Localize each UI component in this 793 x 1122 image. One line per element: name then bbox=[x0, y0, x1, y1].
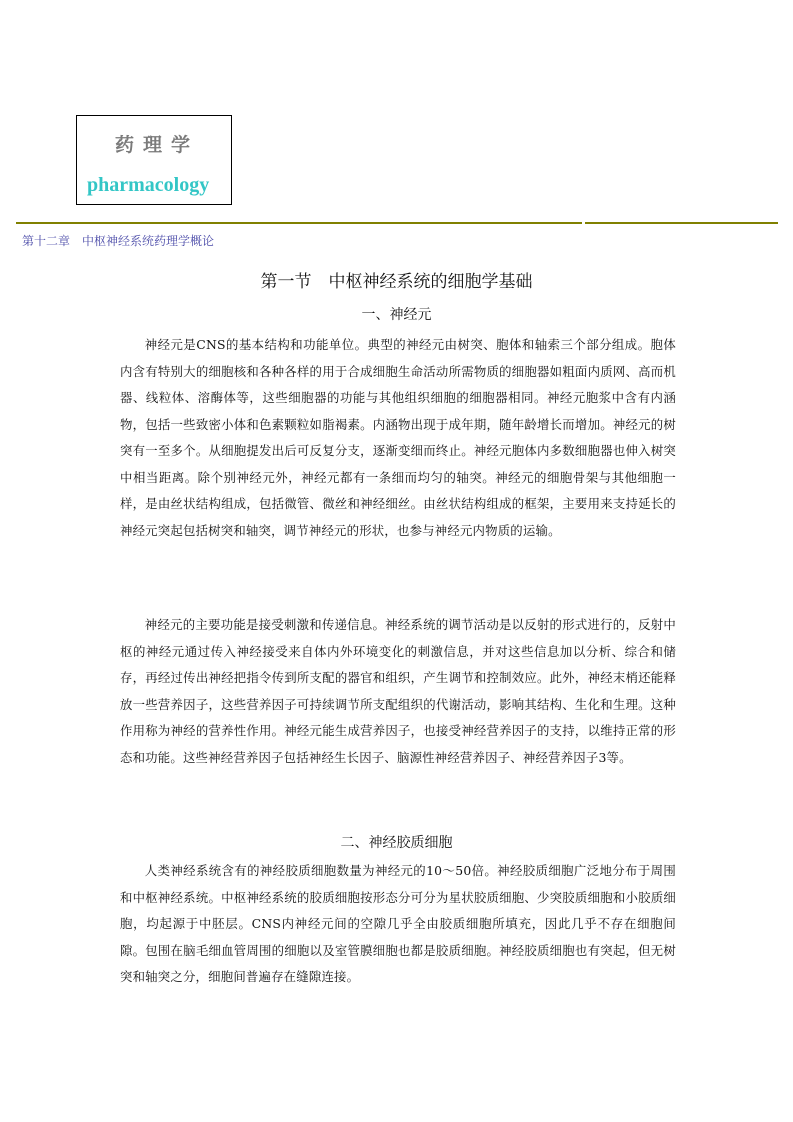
logo-title-cn: 药理学 bbox=[114, 134, 199, 156]
subsection-title-glia: 二、神经胶质细胞 bbox=[340, 835, 453, 851]
chapter-breadcrumb: 第十二章 中枢神经系统药理学概论 bbox=[22, 234, 215, 248]
section-title: 第一节 中枢神经系统的细胞学基础 bbox=[260, 272, 533, 292]
header-divider bbox=[16, 222, 582, 224]
logo-box bbox=[76, 115, 232, 205]
subsection-title-neuron: 一、神经元 bbox=[361, 307, 432, 323]
paragraph: 神经元的主要功能是接受刺激和传递信息。神经系统的调节活动是以反射的形式进行的，反射中枢的神经元通过传入神经接受来自体内外环境变化的刺激信息，并对这些信息加以分析、综合和储存，再经过传出神经把指令传到所支配的器官和组织，产生调节和控制效应。此外，神经末梢还能释放一些营养因子，这些营养因子可持续调节所支配组织的代谢活动，影响其结构、生化和生理。这种作用称为神经的营养性作用。神经元能生成营养因子，也接受神经营养因子的支持，以维持正常的形态和功能。这些神经营养因子包括神经生长因子、脑源性神经营养因子、神经营养因子3等。 bbox=[120, 617, 676, 765]
paragraph: 人类神经系统含有的神经胶质细胞数量为神经元的10～50倍。神经胶质细胞广泛地分布于周围和中枢神经系统。中枢神经系统的胶质细胞按形态分可分为星状胶质细胞、少突胶质细胞和小胶质细胞，均起源于中胚层。CNS内神经元间的空隙几乎全由胶质细胞所填充，因此几乎不存在细胞间隙。包围在脑毛细血管周围的细胞以及室管膜细胞也都是胶质细胞。神经胶质细胞也有突起，但无树突和轴突之分，细胞间普遍存在缝隙连接。 bbox=[120, 863, 676, 984]
paragraph: 神经元是CNS的基本结构和功能单位。典型的神经元由树突、胞体和轴索三个部分组成。胞体内含有特别大的细胞核和各种各样的用于合成细胞生命活动所需物质的细胞器如粗面内质网、高而机器、线粒体、溶酶体等，这些细胞器的功能与其他组织细胞的细胞器相同。神经元胞浆中含有内涵物，包括一些致密小体和色素颗粒如脂褐素。内涵物出现于成年期，随年龄增长而增加。神经元的树突有一至多个。从细胞提发出后可反复分支，逐渐变细而终止。神经元胞体内多数细胞器也伸入树突中相当距离。除个别神经元外，神经元都有一条细而均匀的轴突。神经元的细胞骨架与其他细胞一样，是由丝状结构组成，包括微管、微丝和神经细丝。由丝状结构组成的框架，主要用来支持延长的神经元突起包括树突和轴突，调节神经元的形状，也参与神经元内物质的运输。 bbox=[120, 337, 676, 538]
logo-title-en: pharmacology bbox=[87, 174, 210, 196]
header-divider-right bbox=[585, 222, 778, 224]
